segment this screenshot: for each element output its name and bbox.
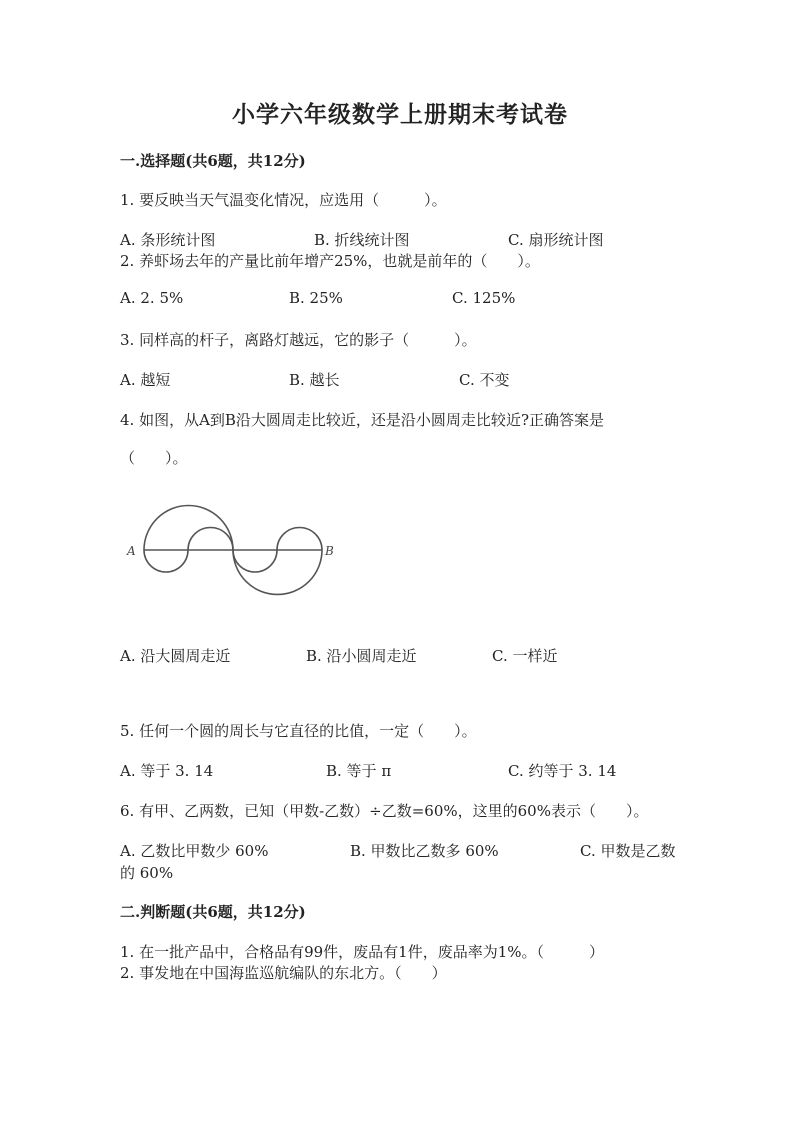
option-b: B. 等于 π — [326, 762, 392, 780]
option-b: B. 沿小圆周走近 — [306, 647, 417, 665]
option-c: C. 125% — [452, 289, 516, 307]
option-a: A. 2. 5% — [120, 289, 184, 307]
question-stem: 2. 事发地在中国海监巡航编队的东北方。（ ） — [120, 964, 447, 982]
question-stem: 6. 有甲、乙两数，已知（甲数-乙数）÷乙数=60%，这里的60%表示（ ）。 — [120, 802, 649, 820]
option-c: C. 一样近 — [492, 647, 558, 665]
option-a: A. 条形统计图 — [120, 231, 216, 249]
option-a: A. 越短 — [120, 371, 171, 389]
point-b-label: B — [325, 544, 334, 558]
option-b: B. 甲数比乙数多 60% — [350, 842, 499, 860]
option-b: B. 折线统计图 — [314, 231, 410, 249]
question-stem: 5. 任何一个圆的周长与它直径的比值，一定（ ）。 — [120, 722, 477, 740]
option-c-continued: 的 60% — [120, 864, 174, 882]
option-c: C. 约等于 3. 14 — [508, 762, 617, 780]
question-stem-continued: （ ）。 — [120, 449, 188, 467]
page-title: 小学六年级数学上册期末考试卷 — [232, 101, 568, 128]
option-b: B. 越长 — [289, 371, 340, 389]
question-stem: 1. 在一批产品中，合格品有99件，废品有1件，废品率为1%。（ ） — [120, 943, 605, 961]
option-a: A. 乙数比甲数少 60% — [120, 842, 269, 860]
option-a: A. 等于 3. 14 — [120, 762, 214, 780]
option-c: C. 不变 — [459, 371, 510, 389]
question-stem: 4. 如图，从A到B沿大圆周走比较近，还是沿小圆周走比较近?正确答案是 — [120, 411, 604, 429]
option-c: C. 扇形统计图 — [508, 231, 604, 249]
point-a-label: A — [127, 544, 136, 558]
section-heading-judgement: 二.判断题(共6题，共12分) — [120, 903, 306, 921]
option-b: B. 25% — [289, 289, 343, 307]
question-stem: 1. 要反映当天气温变化情况，应选用（ ）。 — [120, 191, 447, 209]
question-stem: 2. 养虾场去年的产量比前年增产25%，也就是前年的（ ）。 — [120, 252, 540, 270]
circles-path-figure — [122, 500, 342, 605]
option-a: A. 沿大圆周走近 — [120, 647, 231, 665]
question-stem: 3. 同样高的杆子，离路灯越远，它的影子（ ）。 — [120, 331, 477, 349]
section-heading-choice: 一.选择题(共6题，共12分) — [120, 152, 306, 170]
option-c: C. 甲数是乙数 — [580, 842, 676, 860]
